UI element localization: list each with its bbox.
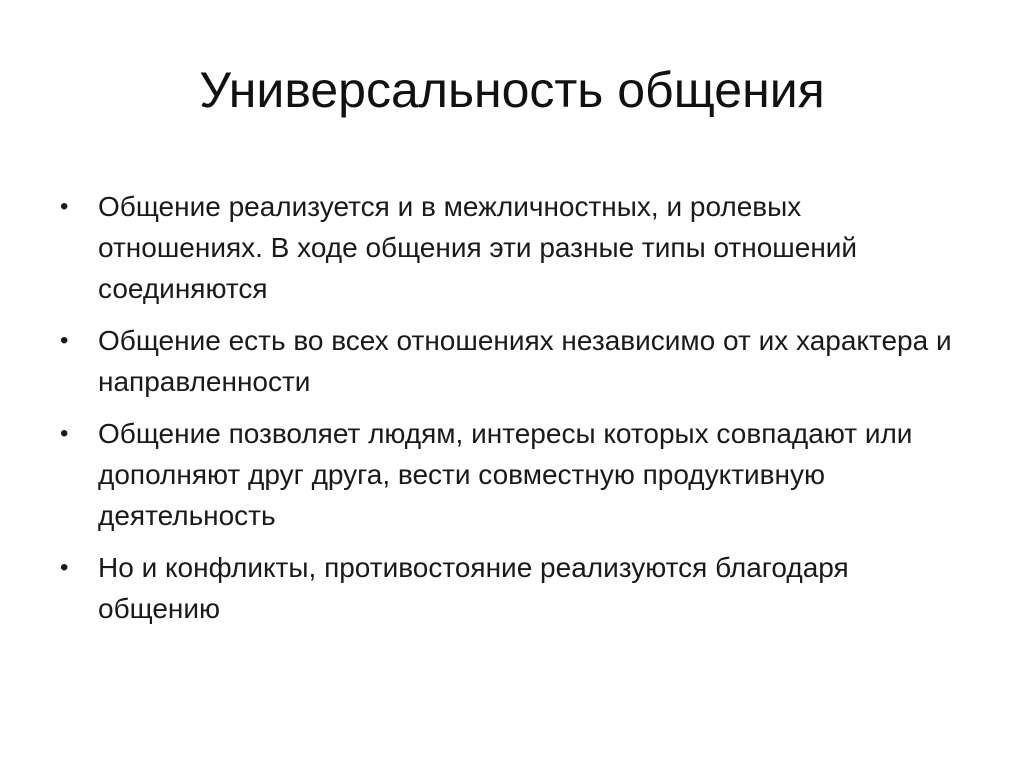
bullet-icon: • bbox=[60, 327, 69, 354]
bullet-icon: • bbox=[60, 420, 69, 447]
bullet-item bbox=[58, 186, 958, 309]
bullet-list bbox=[58, 186, 958, 640]
bullet-icon: • bbox=[60, 554, 69, 581]
slide-title: Универсальность общения bbox=[199, 62, 825, 118]
bullet-text: Общение позволяет людям, интересы которых совпадают или дополняют друг друга, вести совместную продуктивную деятельность bbox=[98, 418, 913, 531]
bullet-text: Общение реализуется и в межличностных, и ролевых отношениях. В ходе общения эти разные типы отношений соединяются bbox=[98, 191, 858, 304]
bullet-item bbox=[58, 413, 958, 536]
bullet-item bbox=[58, 320, 958, 402]
bullet-text: Общение есть во всех отношениях независимо от их характера и направленности bbox=[98, 325, 952, 397]
bullet-icon: • bbox=[60, 193, 69, 220]
bullet-text: Но и конфликты, противостояние реализуются благодаря общению bbox=[98, 552, 849, 624]
bullet-item bbox=[58, 547, 958, 629]
